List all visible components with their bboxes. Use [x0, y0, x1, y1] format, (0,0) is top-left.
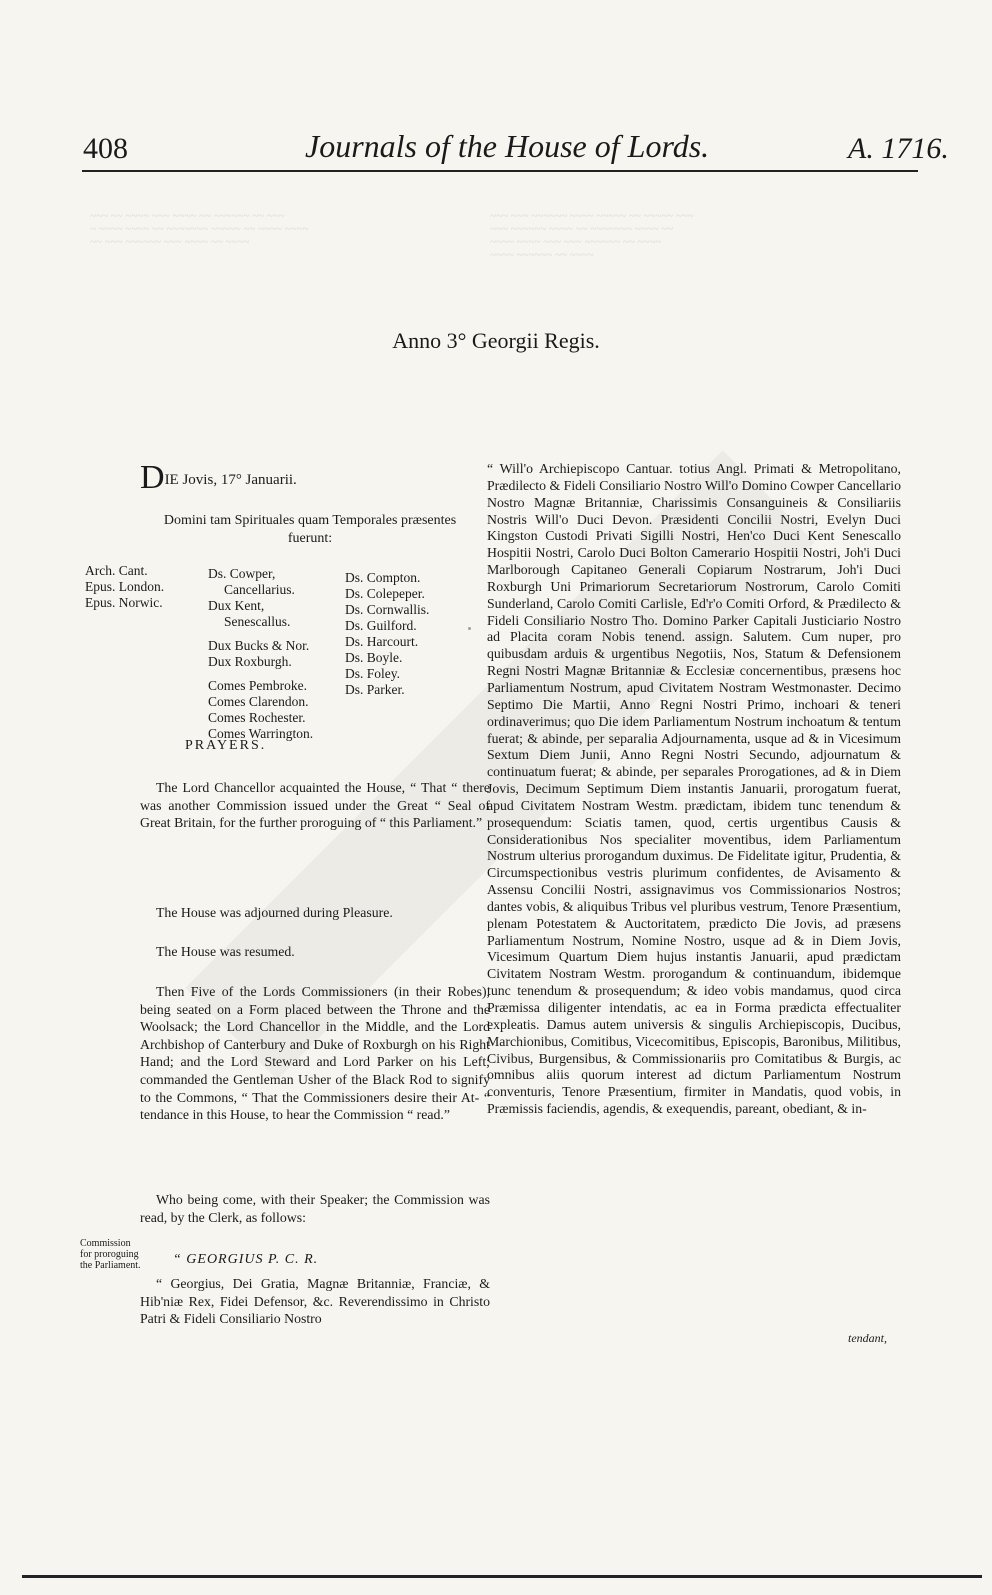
- paragraph-text: The House was resumed.: [156, 944, 295, 959]
- lord-entry: Ds. Guilford.: [345, 618, 417, 633]
- chancellor-statement-paragraph: [140, 779, 490, 832]
- adjourned-paragraph: [140, 904, 490, 922]
- show-through-text-left: ~~~ ~~ ~~~~ ~~~ ~~~~ ~~ ~~~~~~ ~~ ~~~ ~ ~~~~ ~~~~ ~~ ~~~~~~~ ~~~~~ ~~ ~~~~ ~~~~ ~~ ~~~ ~~~~~~ ~~~ ~~~~ ~~ ~~~~: [90, 210, 309, 248]
- sitting-date: [140, 459, 297, 496]
- header-rule: [82, 170, 918, 172]
- commission-text-start: [140, 1275, 490, 1328]
- lord-entry: Ds. Foley.: [345, 666, 401, 681]
- paragraph-text: Who being come, with their Speaker; the Commission was read, by the Clerk, as follows:: [140, 1192, 490, 1225]
- temporal-lords-list-b: [345, 570, 429, 698]
- lord-entry: Ds. Colepeper.: [345, 586, 425, 601]
- commissioners-paragraph: [140, 983, 490, 1124]
- lord-entry: Comes Clarendon.: [208, 694, 309, 709]
- spiritual-lords-list: [85, 563, 164, 611]
- lord-entry: Ds. Harcourt.: [345, 634, 419, 649]
- lord-entry: Dux Kent,: [208, 598, 265, 613]
- paragraph-text: The House was adjourned during Pleasure.: [156, 905, 393, 920]
- drop-cap: D: [140, 459, 165, 496]
- prayers-heading: PRAYERS.: [185, 738, 267, 753]
- commission-text-continued: [487, 461, 901, 1118]
- lord-entry: Epus. London.: [85, 579, 165, 594]
- lord-entry: Ds. Compton.: [345, 570, 421, 585]
- lord-entry: Arch. Cant.: [85, 563, 148, 578]
- show-through-text-right: ~~~ ~~~ ~~~~~~ ~~~~ ~~~~~ ~~ ~~~~~ ~~~ ~~~ ~~~~~~ ~~~~ ~~ ~~~~~~~ ~~~~ ~~ ~~~~ ~~~~ ~~~ ~~~ ~~~~~~ ~~ ~~~~ ~~~~ ~~~~~~ ~~ ~~~~: [490, 210, 694, 261]
- lord-office: Cancellarius.: [224, 582, 295, 597]
- lords-present-heading: Domini tam Spirituales quam Temporales præsentes fuerunt:: [163, 513, 457, 546]
- lord-entry: Epus. Norwic.: [85, 595, 163, 610]
- paragraph-text: “ Will'o Archiepiscopo Cantuar. totius Angl. Primati & Metropolitano, Prædilecto & Fideli Consiliario Nostro Will'o Domino Cowper Cancellario Nostro Magnæ Britanniæ, Charissimis Consanguineis & Consiliariis Nostris Will'o Duci Devon. Præsidenti Concilii Nostri, Evelyn Duci Kingston Custodi Privati Sigilli Nostri, Hen'co Duci Kent Senescallo Hospitii Nostri, Carolo Duci Bolton Camerario Hospitii Nostri, Joh'i Duci Marlborough Capitaneo Generali Copiarum Nostrarum, Joh'i Duci Roxburgh Uni Primariorum Secretariorum Nostrorum, Carolo Comiti Sunderland, Carolo Comiti Carlisle, Ed'r'o Comiti Orford, & Prædilecto & Fideli Consiliario Nostro Tho. Domino Parker Capitali Justiciario Nostro ad Placita coram Nobis tenend. assign. Salutem. Cum nuper, pro quibusdam arduis & urgentibus Negotiis, Nos, Statum & Defensionem Regni Nostri Magnæ Britanniæ & Ecclesiæ concernentibus, præsens hoc Parliamentum Nostrum, apud Civitatem Nostram Westmonaster. Decimo Septimo Die Martii, Anno Regni Nostri Primo, inchoari & teneri ordinaverimus; quo Die idem Parliamentum Nostrum inchoatum & tentum fuerat; & abinde, per separalia Adjournamenta, usque ad & in Vicesimum Sextum Diem Junii, Anno Regni Nostri Secundo, adjournatum & continuatum fuerat; & abinde, per separales Prorogationes, ad & in Diem Jovis, Decimum Septimum Diem instantis Januarii, prorogatum fuerat, apud Civitatem Nostram Westm. prædictam, ibidem tunc tenendum & prosequendum: Sciatis tamen, quod, certis urgentibus Causis & Considerationibus Nos specialiter moventibus, idem Parliamentum Nostrum ulterius prorogandum duximus. De Fidelitate igitur, Prudentia, & Circumspectionibus vestris plurimum confidentes, de Avisamento & Assensu Concilii Nostri, assignavimus vos Commissionarios Nostros; dantes vobis, & aliquibus Tribus vel pluribus vestrum, Tenore Præsentium, plenam Potestatem & Auctoritatem, prædicto Die Jovis, ad præsens Parliamentum Nostrum, Nomine Nostro, usque ad & in Diem Jovis, Vicesimum Quartum Diem hujus instantis Januarii, apud prædictam Civitatem Nostram Westm. prorogandum & continuandum, ibidemque tunc tenendum & prosequendum; & ideo vobis mandamus, quod circa Præmissa diligenter intendatis, ac ea in Forma prædicta effectualiter expleatis. Damus autem universis & singulis Archiepiscopis, Ducibus, Marchionibus, Comitibus, Vicecomitibus, Episcopis, Baronibus, Militibus, Civibus, Burgensibus, & Commissionariis pro Comitatibus & Burgis, ac omnibus aliis quorum interest ad dictum Parliamentum Nostrum conventuris, Tenore Præsentium, firmiter in Mandatis, quod vobis, in Præmissis faciendis, agendis, & exequendis, pareant, obediant, & in-: [487, 461, 902, 1117]
- regnal-year-heading: Anno 3° Georgii Regis.: [392, 328, 600, 353]
- lord-entry: Dux Roxburgh.: [208, 654, 292, 669]
- running-head: Journals of the House of Lords.: [305, 128, 710, 164]
- paragraph-text: “ Georgius, Dei Gratia, Magnæ Britanniæ, Franciæ, & Hib'niæ Rex, Fidei Defensor, &c. Reverendissimo in Christo Patri & Fideli Consiliario Nostro: [140, 1276, 490, 1327]
- catchword: tendant,: [848, 1331, 887, 1345]
- resumed-paragraph: [140, 943, 490, 961]
- page-edge-rule: [22, 1575, 982, 1578]
- paragraph-text: The Lord Chancellor acquainted the House, “ That “ there was another Commission issued under the Great “ Seal of Great Britain, for the further proroguing of “ this Parliament.”: [140, 780, 490, 831]
- lord-entry: Comes Rochester.: [208, 710, 306, 725]
- year-heading: A. 1716.: [848, 132, 949, 165]
- lord-entry: Ds. Cornwallis.: [345, 602, 430, 617]
- commission-read-paragraph: [140, 1191, 490, 1226]
- ink-spot: [468, 627, 471, 630]
- page-number: 408: [83, 132, 128, 165]
- lord-entry: Ds. Cowper,: [208, 566, 276, 581]
- lord-entry: Dux Bucks & Nor.: [208, 638, 310, 653]
- lord-entry: Ds. Parker.: [345, 682, 405, 697]
- paragraph-text: Then Five of the Lords Commissioners (in their Robes), being seated on a Form placed between the Throne and the Woolsack; the Lord Chancellor in the Middle, and the Lord Archbishop of Canterbury and Duke of Roxburgh on his Right Hand; and the Lord Steward and Lord Parker on his Left; commanded the Gentleman Usher of the Black Rod to signify to the Commons, “ That the Commissioners desire their At- “ tendance in this House, to hear the Commission “ read.”: [140, 984, 490, 1123]
- lord-entry: Ds. Boyle.: [345, 650, 403, 665]
- lord-office: Senescallus.: [224, 614, 291, 629]
- temporal-lords-list-a: [208, 566, 313, 742]
- lord-entry: Comes Warrington.: [208, 726, 314, 741]
- lord-entry: Comes Pembroke.: [208, 678, 307, 693]
- commission-heading: “ GEORGIUS P. C. R.: [173, 1252, 319, 1267]
- margin-note: Commission for proroguing the Parliament.: [80, 1238, 141, 1271]
- sitting-date-text: IE Jovis, 17° Januarii.: [164, 472, 297, 488]
